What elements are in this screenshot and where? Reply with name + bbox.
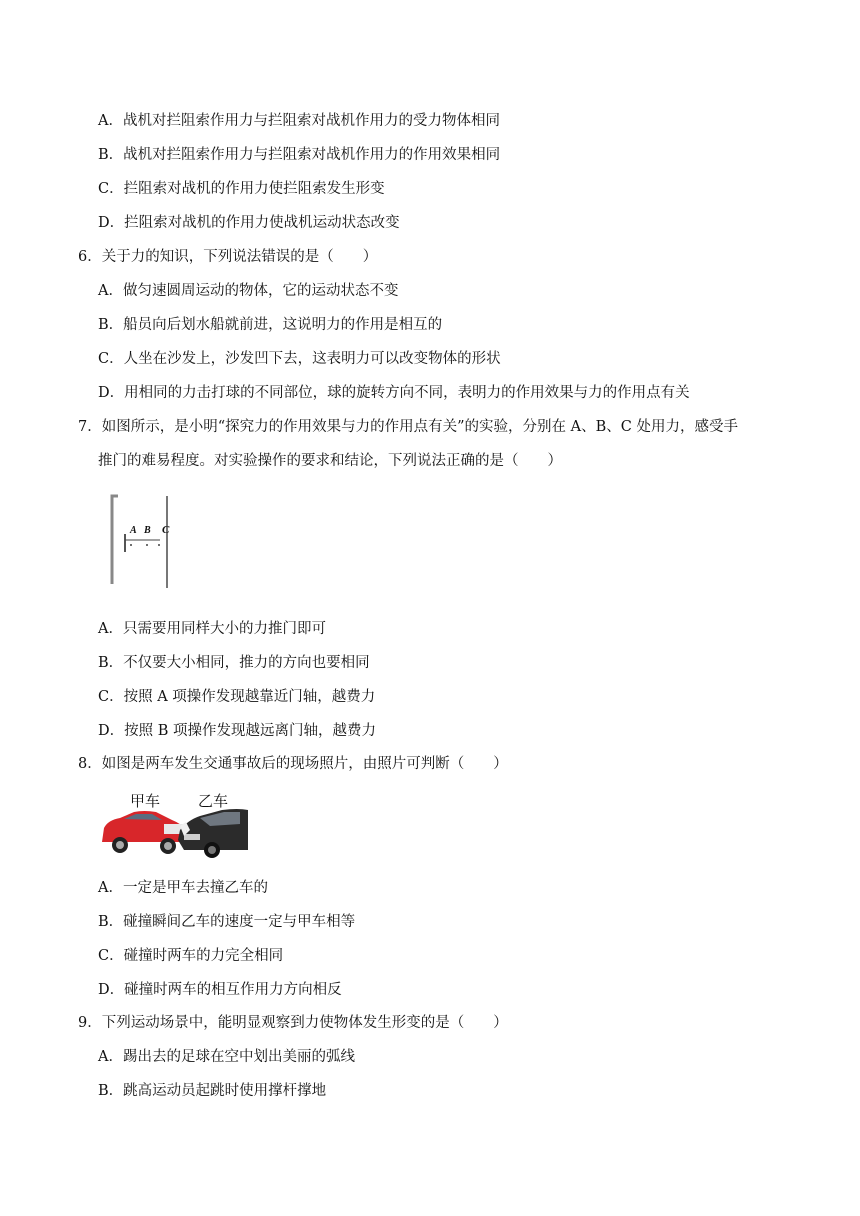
- q9-option-a: A．踢出去的足球在空中划出美丽的弧线: [98, 1049, 355, 1065]
- q6-stem: 6．关于力的知识，下列说法错误的是（ ）: [78, 249, 378, 265]
- q5-option-d: D．拦阻索对战机的作用力使战机运动状态改变: [98, 215, 400, 231]
- q5-option-c: C．拦阻索对战机的作用力使拦阻索发生形变: [98, 181, 385, 197]
- car-label-jia: 甲车: [130, 792, 161, 810]
- q7-option-c: C．按照 A 项操作发现越靠近门轴，越费力: [98, 689, 376, 705]
- cars-drawing: [100, 790, 250, 860]
- q9-option-b: B．跳高运动员起跳时使用撑杆撑地: [98, 1083, 327, 1099]
- q5-option-a: A．战机对拦阻索作用力与拦阻索对战机作用力的受力物体相同: [98, 113, 500, 129]
- q8-option-c: C．碰撞时两车的力完全相同: [98, 948, 284, 964]
- q7-stem-line1: 7．如图所示，是小明“探究力的作用效果与力的作用点有关”的实验，分别在 A、B、C 处用力，感受手: [78, 419, 738, 435]
- q6-option-b: B．船员向后划水船就前进，这说明力的作用是相互的: [98, 317, 443, 333]
- q6-option-d: D．用相同的力击打球的不同部位，球的旋转方向不同，表明力的作用效果与力的作用点有关: [98, 385, 690, 401]
- q9-stem: 9．下列运动场景中，能明显观察到力使物体发生形变的是（ ）: [78, 1015, 508, 1031]
- door-label-a: A: [130, 525, 137, 536]
- car-crash-photo: [100, 790, 250, 860]
- door-diagram: [106, 492, 186, 590]
- car-label-yi: 乙车: [198, 792, 229, 810]
- q8-option-d: D．碰撞时两车的相互作用力方向相反: [98, 982, 342, 998]
- q7-option-a: A．只需要用同样大小的力推门即可: [98, 621, 326, 637]
- door-label-b: B: [144, 525, 151, 536]
- q8-option-a: A．一定是甲车去撞乙车的: [98, 880, 268, 896]
- door-label-c: C: [162, 524, 170, 536]
- q6-option-c: C．人坐在沙发上，沙发凹下去，这表明力可以改变物体的形状: [98, 351, 501, 367]
- q6-option-a: A．做匀速圆周运动的物体，它的运动状态不变: [98, 283, 399, 299]
- q7-option-b: B．不仅要大小相同，推力的方向也要相同: [98, 655, 370, 671]
- q8-option-b: B．碰撞瞬间乙车的速度一定与甲车相等: [98, 914, 356, 930]
- q5-option-b: B．战机对拦阻索作用力与拦阻索对战机作用力的作用效果相同: [98, 147, 501, 163]
- door-figure: [106, 492, 186, 590]
- q8-stem: 8．如图是两车发生交通事故后的现场照片，由照片可判断（ ）: [78, 756, 508, 772]
- q7-option-d: D．按照 B 项操作发现越远离门轴，越费力: [98, 723, 376, 739]
- q7-stem-line2: 推门的难易程度。对实验操作的要求和结论，下列说法正确的是（ ）: [98, 453, 562, 469]
